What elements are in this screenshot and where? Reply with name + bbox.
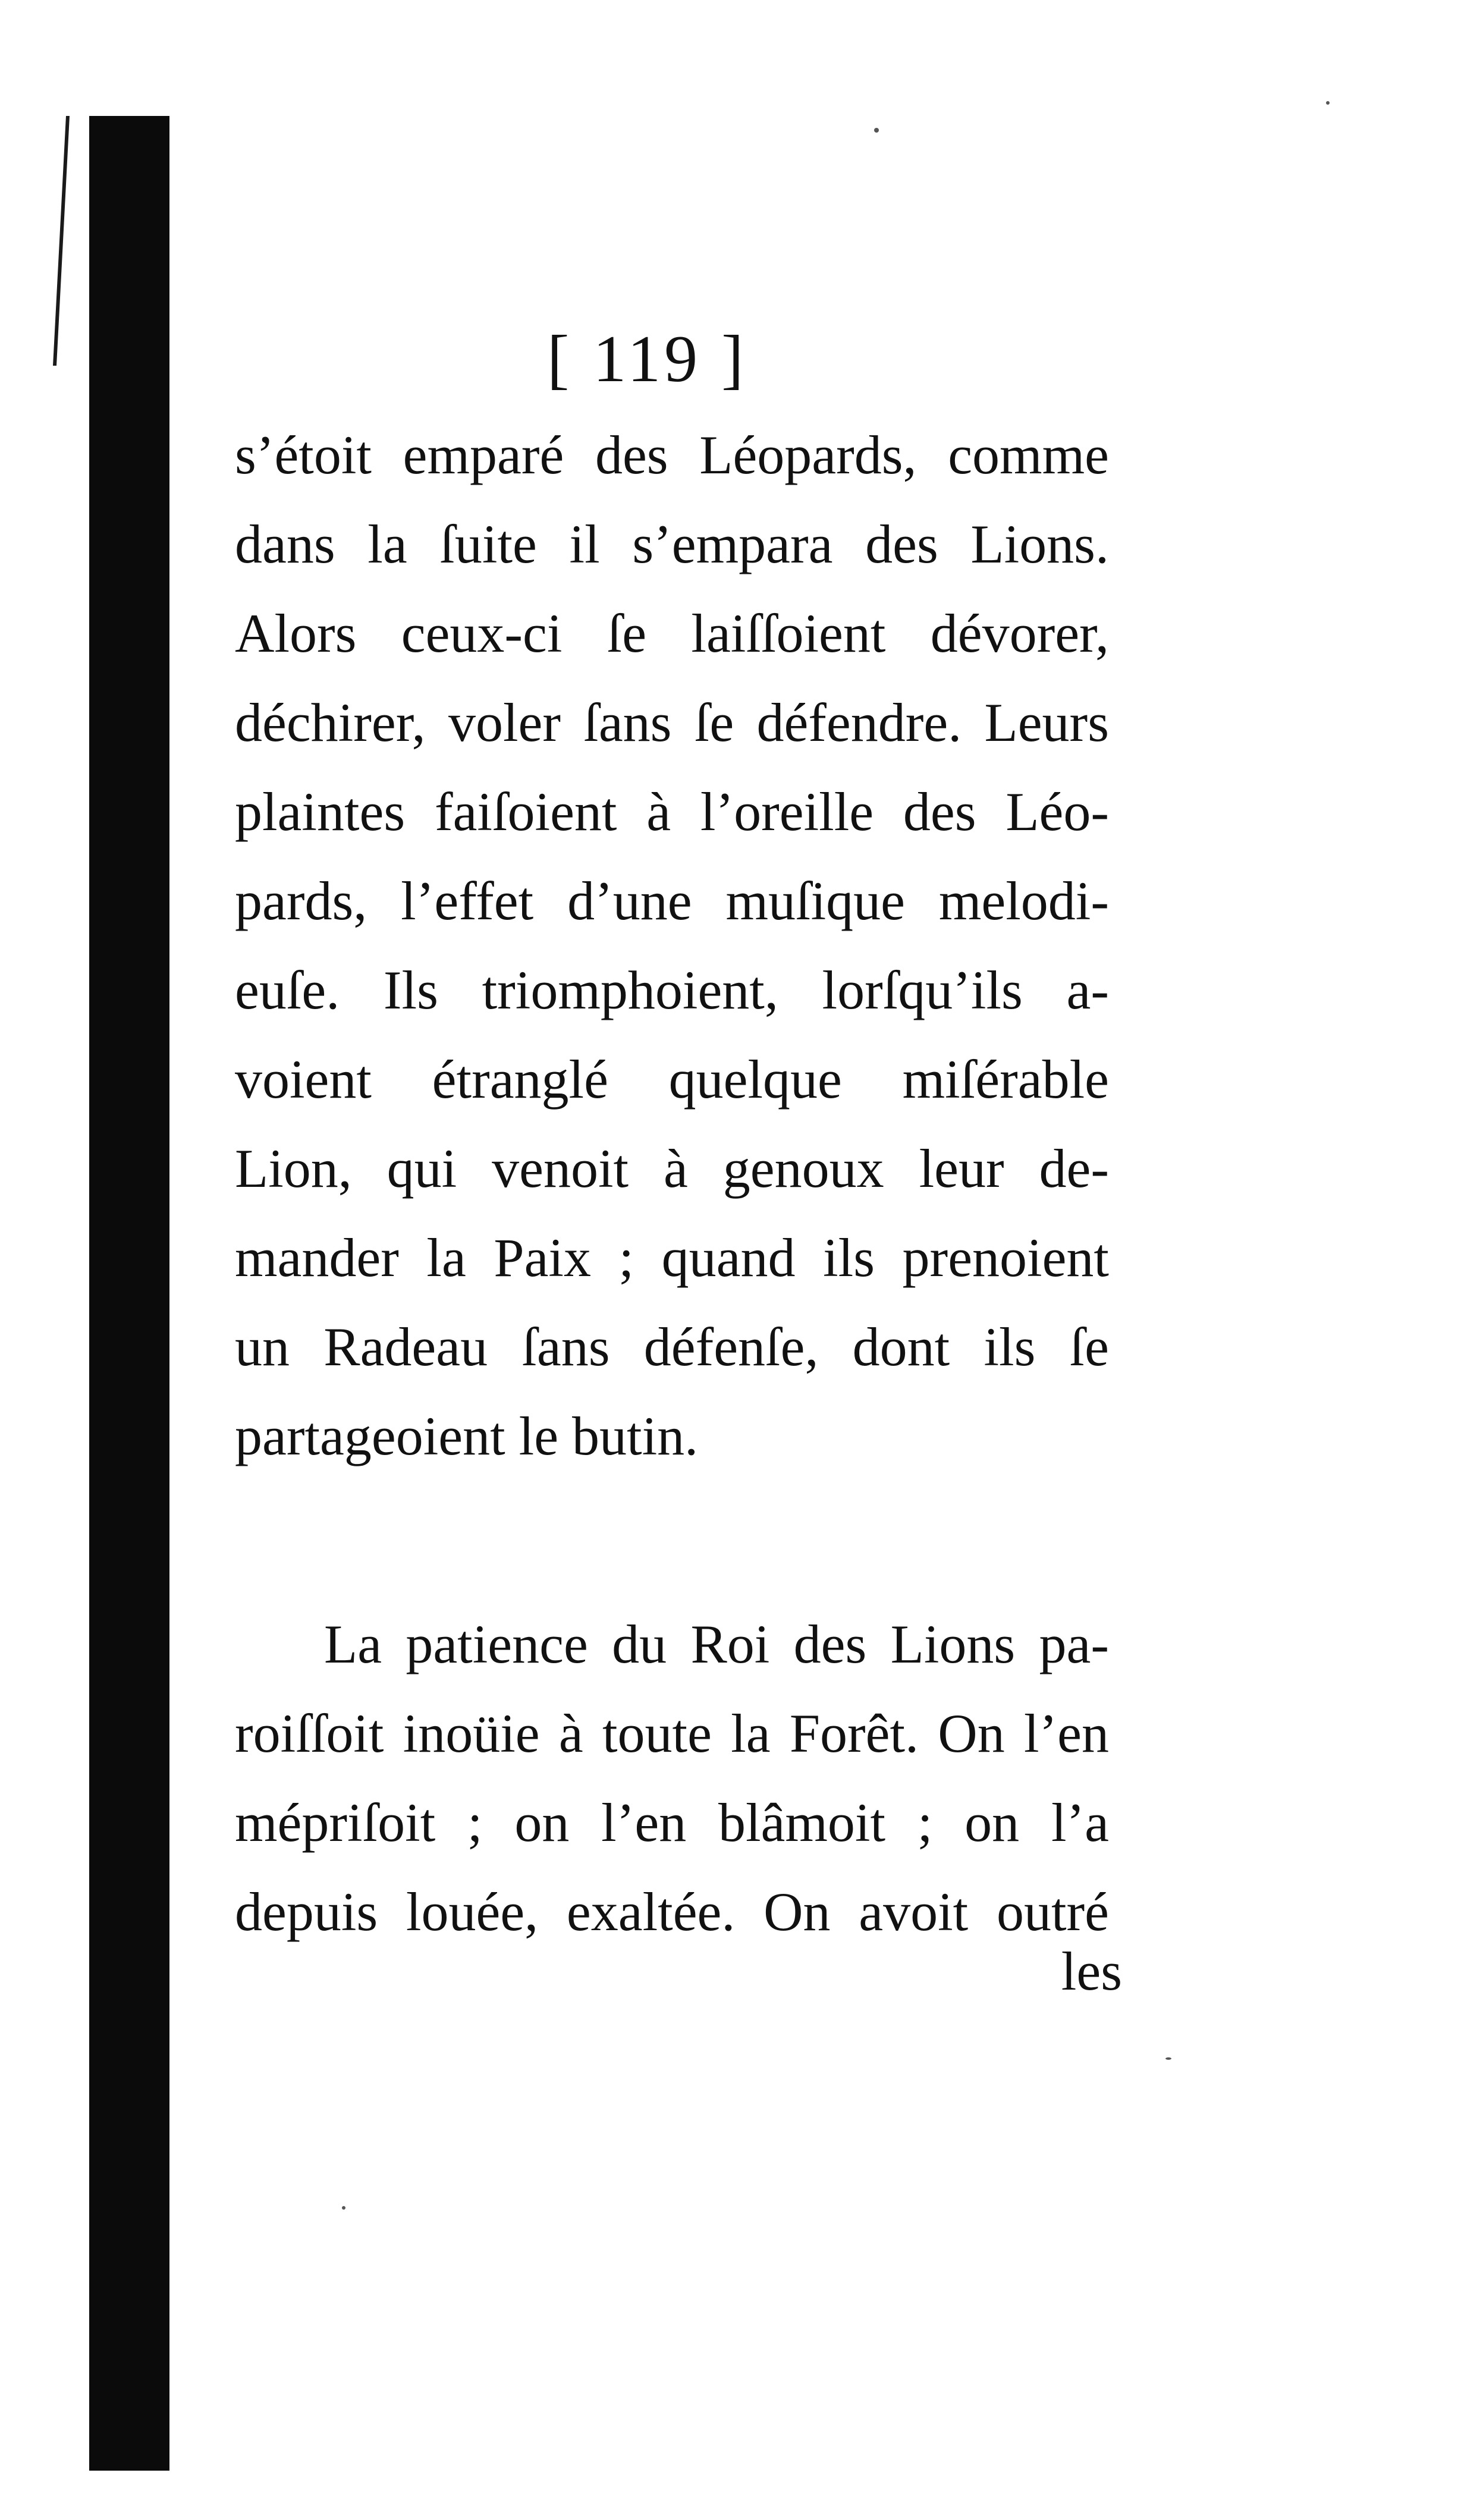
text-line: roiſſoit inoüie à toute la Forêt. On l’en bbox=[235, 1703, 1109, 1764]
text-line: Lion, qui venoit à genoux leur de- bbox=[235, 1138, 1109, 1199]
text-line: Alors ceux-ci ſe laiſſoient dévorer, bbox=[235, 603, 1109, 664]
text-line: déchirer, voler ſans ſe défendre. Leurs bbox=[235, 692, 1109, 753]
text-line: voient étranglé quelque miſérable bbox=[235, 1049, 1109, 1110]
scan-speck bbox=[1165, 2057, 1171, 2060]
text-line: dans la ſuite il s’empara des Lions. bbox=[235, 514, 1109, 574]
text-line: s’étoit emparé des Léopards, comme bbox=[235, 425, 1109, 485]
book-gutter-shadow bbox=[89, 116, 169, 2471]
text-line: pards, l’effet d’une muſique melodi- bbox=[235, 871, 1109, 931]
scan-speck bbox=[342, 2206, 345, 2210]
text-line: euſe. Ils triomphoient, lorſqu’ils a- bbox=[235, 960, 1109, 1020]
text-line: partageoient le butin. bbox=[235, 1406, 699, 1466]
scan-speck bbox=[874, 128, 879, 133]
text-line: La patience du Roi des Lions pa- bbox=[324, 1614, 1109, 1674]
text-line: depuis louée, exaltée. On avoit outré bbox=[235, 1881, 1109, 1942]
text-line: mépriſoit ; on l’en blâmoit ; on l’a bbox=[235, 1792, 1109, 1853]
gutter-edge-line bbox=[53, 116, 70, 366]
paragraph-1 bbox=[235, 410, 1109, 1481]
text-line: mander la Paix ; quand ils prenoient bbox=[235, 1227, 1109, 1288]
scan-speck bbox=[1326, 101, 1330, 105]
text-line: plaintes faiſoient à l’oreille des Léo- bbox=[235, 781, 1109, 842]
text-line: un Radeau ſans défenſe, dont ils ſe bbox=[235, 1316, 1109, 1377]
paragraph-2 bbox=[235, 1600, 1109, 1956]
page-number: [ 119 ] bbox=[547, 322, 747, 396]
catchword: les bbox=[1061, 1941, 1122, 2001]
